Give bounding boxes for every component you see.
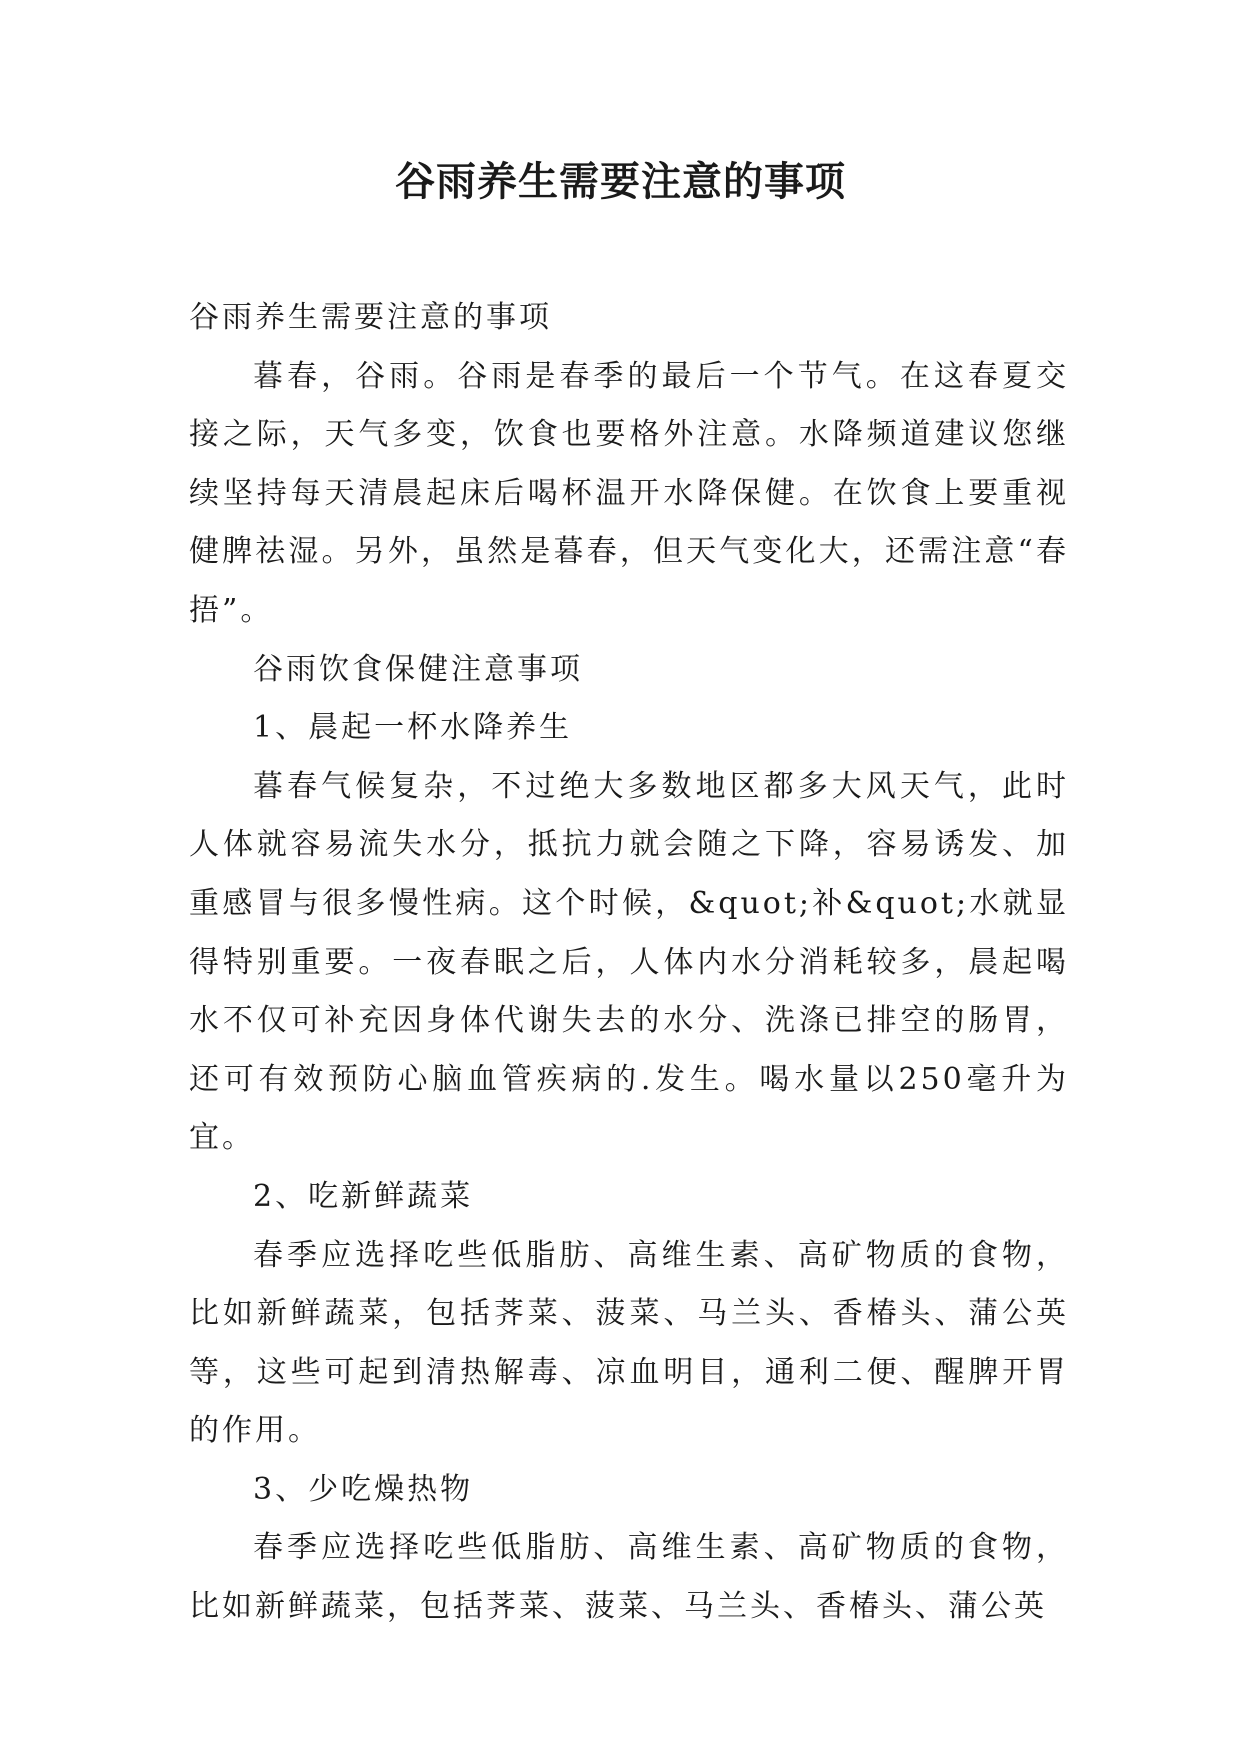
item-heading-3: 3、少吃燥热物 (253, 1471, 474, 1507)
item-heading-2: 2、吃新鲜蔬菜 (253, 1178, 474, 1214)
paragraph-subtitle: 谷雨养生需要注意的事项 (189, 300, 552, 335)
item-paragraph-2: 春季应选择吃些低脂肪、高维生素、高矿物质的食物，比如新鲜蔬菜，包括荠菜、菠菜、马兰头、香椿头、蒲公英等，这些可起到清热解毒、凉血明目，通利二便、醒脾开胃的作用。 (189, 1237, 1069, 1449)
item-paragraph-1: 暮春气候复杂，不过绝大多数地区都多大风天气，此时人体就容易流失水分，抵抗力就会随之下降，容易诱发、加重感冒与很多慢性病。这个时候，&quot;补&quot;水就显得特别重要。一夜春眠之后，人体内水分消耗较多，晨起喝水不仅可补充因身体代谢失去的水分、洗涤已排空的肠胃，还可有效预防心脑血管疾病的.发生。喝水量以250毫升为宜。 (189, 768, 1069, 1156)
document-title: 谷雨养生需要注意的事项 (395, 158, 846, 205)
item-heading-1: 1、晨起一杯水降养生 (253, 710, 573, 746)
document-body (189, 289, 1069, 1637)
paragraph-intro: 暮春，谷雨。谷雨是春季的最后一个节气。在这春夏交接之际，天气多变，饮食也要格外注意。水降频道建议您继续坚持每天清晨起床后喝杯温开水降保健。在饮食上要重视健脾祛湿。另外，虽然是暮春，但天气变化大，还需注意“春捂”。 (189, 358, 1069, 628)
item-paragraph-3: 春季应选择吃些低脂肪、高维生素、高矿物质的食物，比如新鲜蔬菜，包括荠菜、菠菜、马兰头、香椿头、蒲公英 (189, 1530, 1069, 1625)
section-heading: 谷雨饮食保健注意事项 (253, 651, 583, 687)
